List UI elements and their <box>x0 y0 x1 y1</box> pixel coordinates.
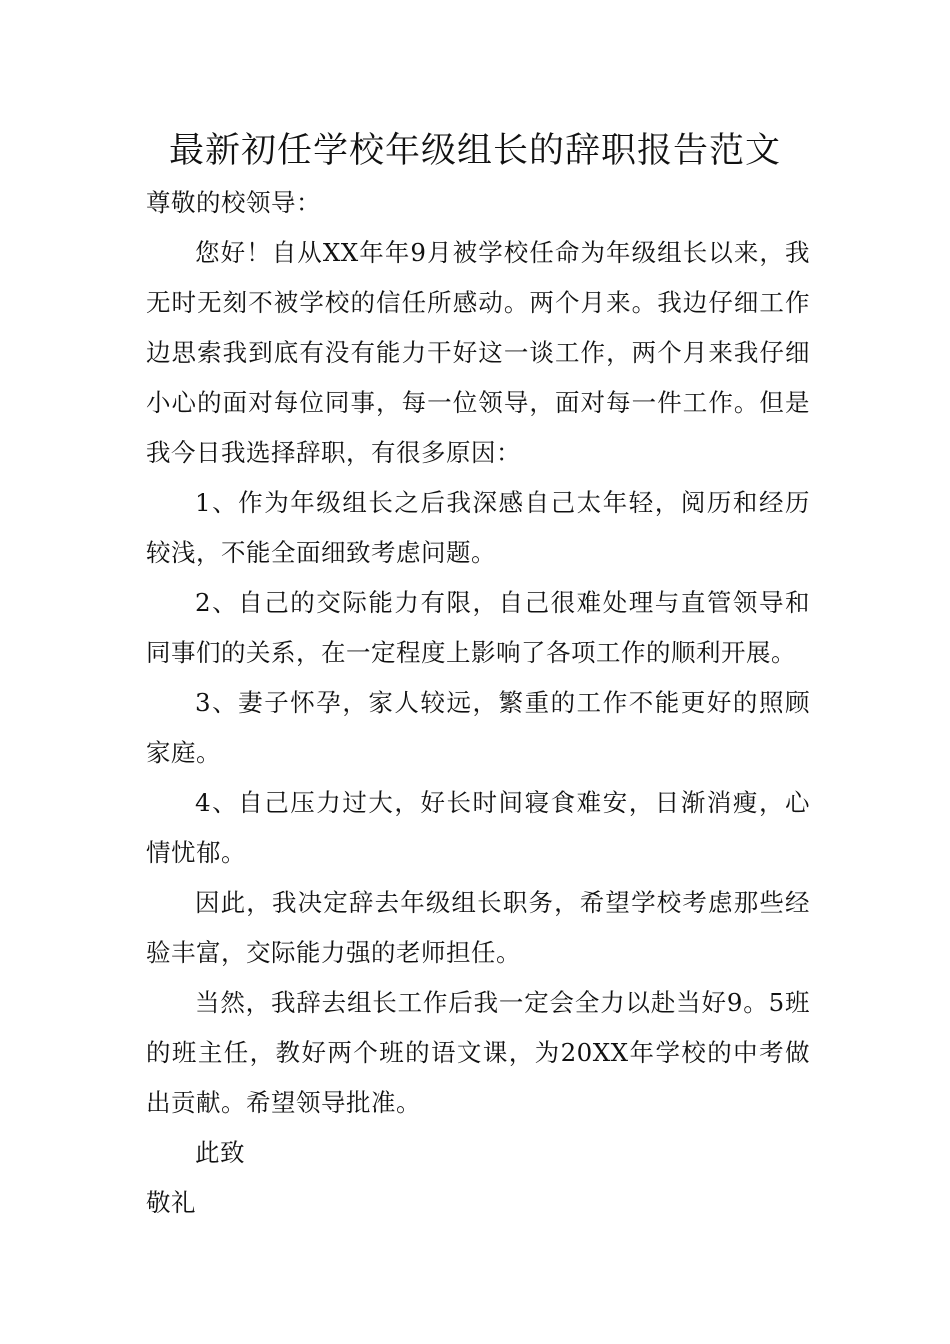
document-title: 最新初任学校年级组长的辞职报告范文 <box>168 131 781 171</box>
salutation: 尊敬的校领导： <box>146 188 321 217</box>
paragraph-reason-4: 4、自己压力过大，好长时间寝食难安，日渐消瘦，心情忧郁。 <box>146 788 810 867</box>
paragraph-decision: 因此，我决定辞去年级组长职务，希望学校考虑那些经验丰富，交际能力强的老师担任。 <box>146 888 810 967</box>
paragraph-reason-3: 3、妻子怀孕，家人较远，繁重的工作不能更好的照顾家庭。 <box>146 688 810 767</box>
paragraph-intro: 您好！自从XX年年9月被学校任命为年级组长以来，我无时无刻不被学校的信任所感动。两个月来。我边仔细工作边思索我到底有没有能力干好这一谈工作，两个月来我仔细小心的面对每位同事，每一位领导，面对每一件工作。但是我今日我选择辞职，有很多原因： <box>146 238 810 467</box>
closing-cizhi: 此致 <box>195 1138 245 1167</box>
paragraph-commitment: 当然，我辞去组长工作后我一定会全力以赴当好9。5班的班主任，教好两个班的语文课，为20XX年学校的中考做出贡献。希望领导批准。 <box>146 988 810 1117</box>
closing-jingli: 敬礼 <box>146 1188 196 1217</box>
paragraph-reason-2: 2、自己的交际能力有限，自己很难处理与直管领导和同事们的关系，在一定程度上影响了各项工作的顺利开展。 <box>146 588 810 667</box>
paragraph-reason-1: 1、作为年级组长之后我深感自己太年轻，阅历和经历较浅，不能全面细致考虑问题。 <box>146 488 810 567</box>
letter-body <box>146 178 810 1228</box>
